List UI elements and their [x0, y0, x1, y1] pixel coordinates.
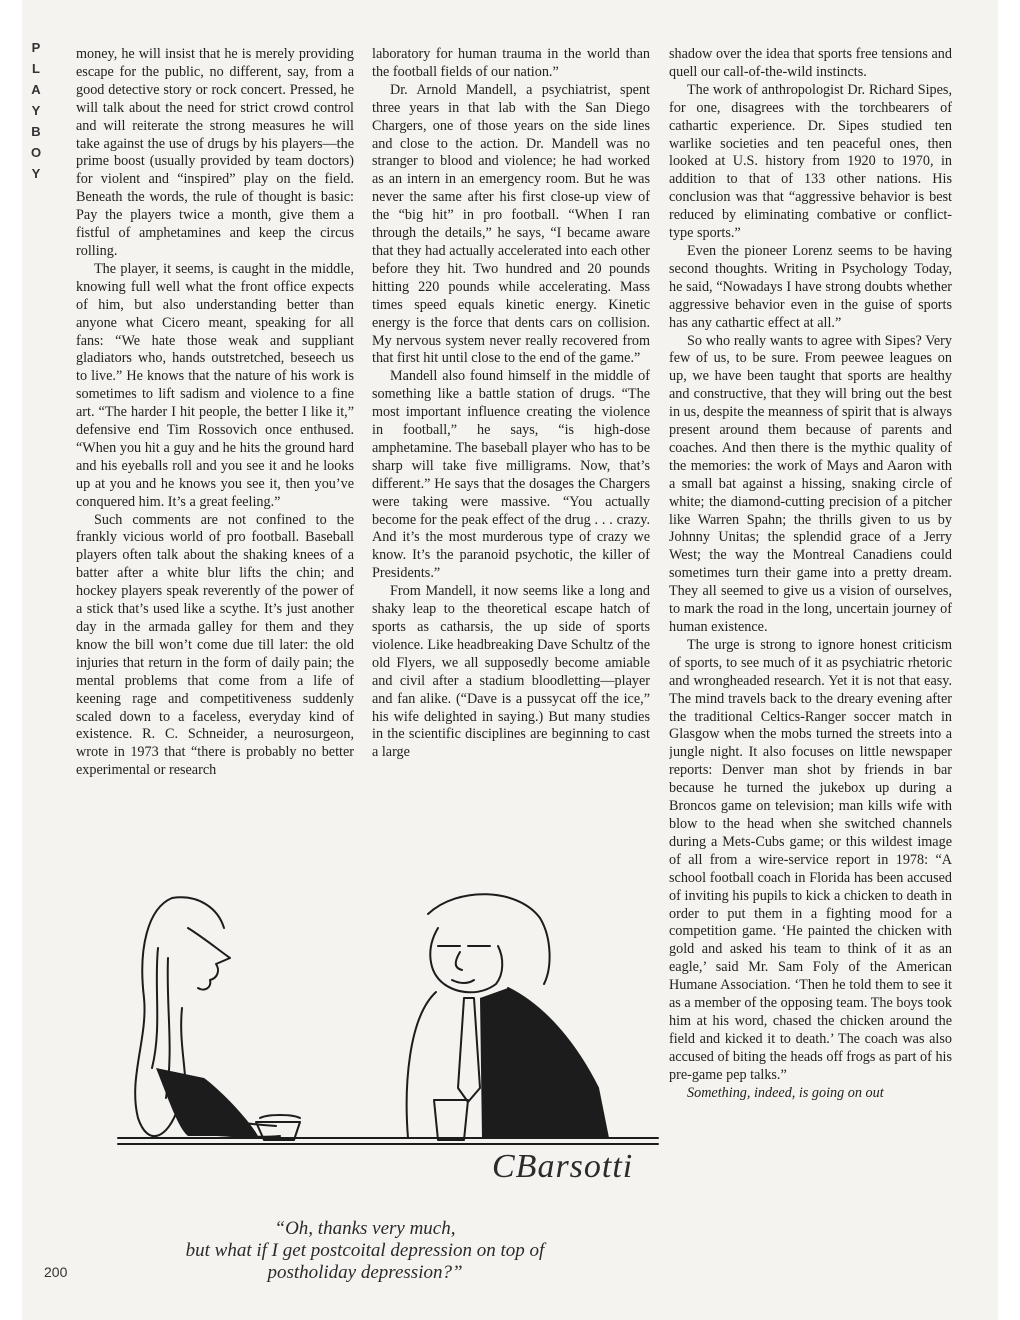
paragraph: money, he will insist that he is merely providing escape for the public, no different, say, from a good detective story or rock concert. Pressed, he will talk about the need for strict crowd control and will reiterate the strong measures he will take against the use of drugs by his players—the prime boost (usually provided by team doctors) for violent and “inspired” play on the field. Beneath the words, the rule of thought is basic: Pay the players twice a month, give them a fistful of amphetamines and keep the circus rolling.	[76, 46, 354, 259]
paragraph: Even the pioneer Lorenz seems to be having second thoughts. Writing in Psychology Today, he said, “Nowadays I have strong doubts whether aggressive behavior even in the guise of sports has any cathartic effect at all.”	[669, 242, 952, 331]
page-margin-left	[0, 0, 22, 1320]
magazine-name-letter: A	[31, 82, 41, 97]
paragraph: Mandell also found himself in the middle of something like a battle station of drugs. “The most important influence creating the violence in football,” he says, “is high-dose amphetamine. The baseball player who has to be sharp will take five milligrams. Now, that’s different.” He says that the dosages the Chargers were taking were massive. “You actually become for the peak effect of the drug . . . crazy. And it’s the most murderous type of crazy we know. It’s the paranoid psychotic, the killer of Presidents.”	[372, 368, 650, 582]
bar-counter	[118, 1138, 658, 1144]
magazine-name-letter: O	[30, 145, 42, 160]
page-margin-right	[998, 0, 1020, 1320]
magazine-name-letter: Y	[31, 103, 41, 118]
woman-face	[188, 928, 230, 990]
caption-line: postholiday depression?”	[267, 1262, 463, 1283]
article-column-1	[76, 46, 354, 780]
paragraph: So who really wants to agree with Sipes? Very few of us, to be sure. From peewee leagues on up, we have been taught that sports are healthy and constructive, that they will bring out the best in us, despite the meanness of spirit that is always present around them because of parents and coaches. And then there is the mythic quality of the memories: the work of Mays and Aaron with a small bat against a hissing, snaking circle of white; the diamond-cutting precision of a pitcher like Warren Spahn; the thrills given to us by Johnny Unitas; the splendid grace of a Jerry West; the way the Montreal Canadiens could sometimes turn their game into a pretty dream. They all seemed to give us a vision of ourselves, to mark the road in the long, uncertain journey of human existence.	[669, 332, 952, 635]
magazine-name-letter: P	[31, 40, 41, 55]
paragraph: The player, it seems, is caught in the middle, knowing full well what the front office expects of him, but also understanding better than anyone what Cicero meant, speaking for all fans: “We hate those weak and suppliant gladiators who, hands outstretched, beseech us to live.” He knows that the nature of his work is sometimes to lift sadism and violence to a fine art. “The harder I hit people, the better I like it,” defensive end Tim Rossovich once enthused. “When you hit a guy and he hits the ground hard and his eyeballs roll and you see it and he looks up at you and he knows you see it, then you’ve conquered him. It’s a great feeling.”	[76, 260, 354, 510]
caption-line: “Oh, thanks very much,	[274, 1218, 456, 1239]
article-column-2	[372, 46, 650, 762]
man-tie	[458, 998, 480, 1102]
man-jacket	[480, 988, 608, 1138]
page-number: 200	[44, 1264, 68, 1280]
cartoon-caption	[150, 1218, 580, 1284]
article-column-3	[669, 46, 952, 1282]
paragraph: The urge is strong to ignore honest criticism of sports, to see much of it as psychiatric rhetoric and wrongheaded research. Yet it is not that easy. The mind travels back to the dreary evening after the traditional Celtics-Ranger soccer match in Glasgow when the mobs turned the streets into a jungle night. It also focuses on little newspaper reports: Denver man shot by friends in bar because he turned the jukebox up during a Broncos game on television; man kills wife with blow to the head when she switched channels during a Mets-Cubs game; or this wildest image of all from a wire-service report in 1978: “A school football coach in Florida has been accused of inviting his pupils to kick a chicken to death in order to put them in a fighting mood for a competition game. ‘He painted the chicken with gold and asked his team to think of it as an eagle,’ said Mr. Sam Foly of the American Humane Association. ‘Then he told them to see it as a member of the opposing team. The boys took him at his word, chased the chicken around the field and kicked it to death.’ The coach was also accused of biting the heads off frogs as part of his pre-game pep talks.”	[669, 636, 952, 1083]
paragraph: Such comments are not confined to the frankly vicious world of pro football. Baseball players often talk about the shaking knees of a batter after a white blur lifts the chin; and hockey players speak reverently of the power of a stick that’s used like a scythe. It’s just another day in the armada galley for them and they know the bill won’t come due till later: the old injuries that return in the form of daily pain; the mental problems that come from a life of keening rage and competitiveness suddenly scaled down to a faceless, everyday kind of existence. R. C. Schneider, a neurosurgeon, wrote in 1973 that “there is probably no better experimental or research	[76, 511, 354, 779]
magazine-name-letter: L	[32, 61, 40, 76]
man-nose	[456, 952, 462, 970]
woman-dress	[156, 1068, 258, 1136]
paragraph: Dr. Arnold Mandell, a psychiatrist, spent three years in that lab with the San Diego Chargers, one of those years on the side lines and close to the action. Dr. Mandell was no stranger to blood and violence; he had worked as an intern in an emergency room. But he was never the same after his first close-up view of the “big hit” in pro football. “When I ran through the details,” he says, “I became aware that they had actually accelerated into each other before they hit. Two hundred and 20 pounds hitting 220 pounds while accelerating. Mass times speed equals kinetic energy. Kinetic energy is the force that dents cars on collision. My nervous system never really recovered from that first hit until close to the end of the game.”	[372, 81, 650, 367]
magazine-name-vertical	[28, 40, 44, 187]
paragraph: The work of anthropologist Dr. Richard Sipes, for one, disagrees with the torchbearers of cathartic experience. Dr. Sipes studied ten warlike societies and ten peaceful ones, then looked at U.S. history from 1920 to 1970, in addition to that of 133 other nations. His conclusion was that “aggressive behavior is best reduced by eliminating combative or conflict-type sports.”	[669, 81, 952, 242]
paragraph: laboratory for human trauma in the world than the football fields of our nation.”	[372, 46, 650, 80]
paragraph: From Mandell, it now seems like a long and shaky leap to the theoretical escape hatch of sports as catharsis, the up side of sports violence. Like headbreaking Dave Schultz of the old Flyers, we all supposedly become amiable and civil after a stadium bloodletting—player and fan alike. (“Dave is a pussycat off the ice,” his wife delighted in saying.) But many studies in the scientific disciplines are beginning to cast a large	[372, 583, 650, 761]
magazine-name-letter: B	[31, 124, 41, 139]
man-hair	[428, 894, 550, 984]
man-mouth	[452, 980, 474, 983]
magazine-name-letter: Y	[31, 166, 41, 181]
cartoonist-signature: CBarsotti	[492, 1148, 634, 1185]
paragraph: shadow over the idea that sports free tensions and quell our call-of-the-wild instincts.	[669, 46, 952, 80]
paragraph-italic: Something, indeed, is going on out	[687, 1084, 884, 1101]
beer-glass	[434, 1100, 468, 1140]
caption-line: but what if I get postcoital depression on top of	[185, 1240, 545, 1261]
